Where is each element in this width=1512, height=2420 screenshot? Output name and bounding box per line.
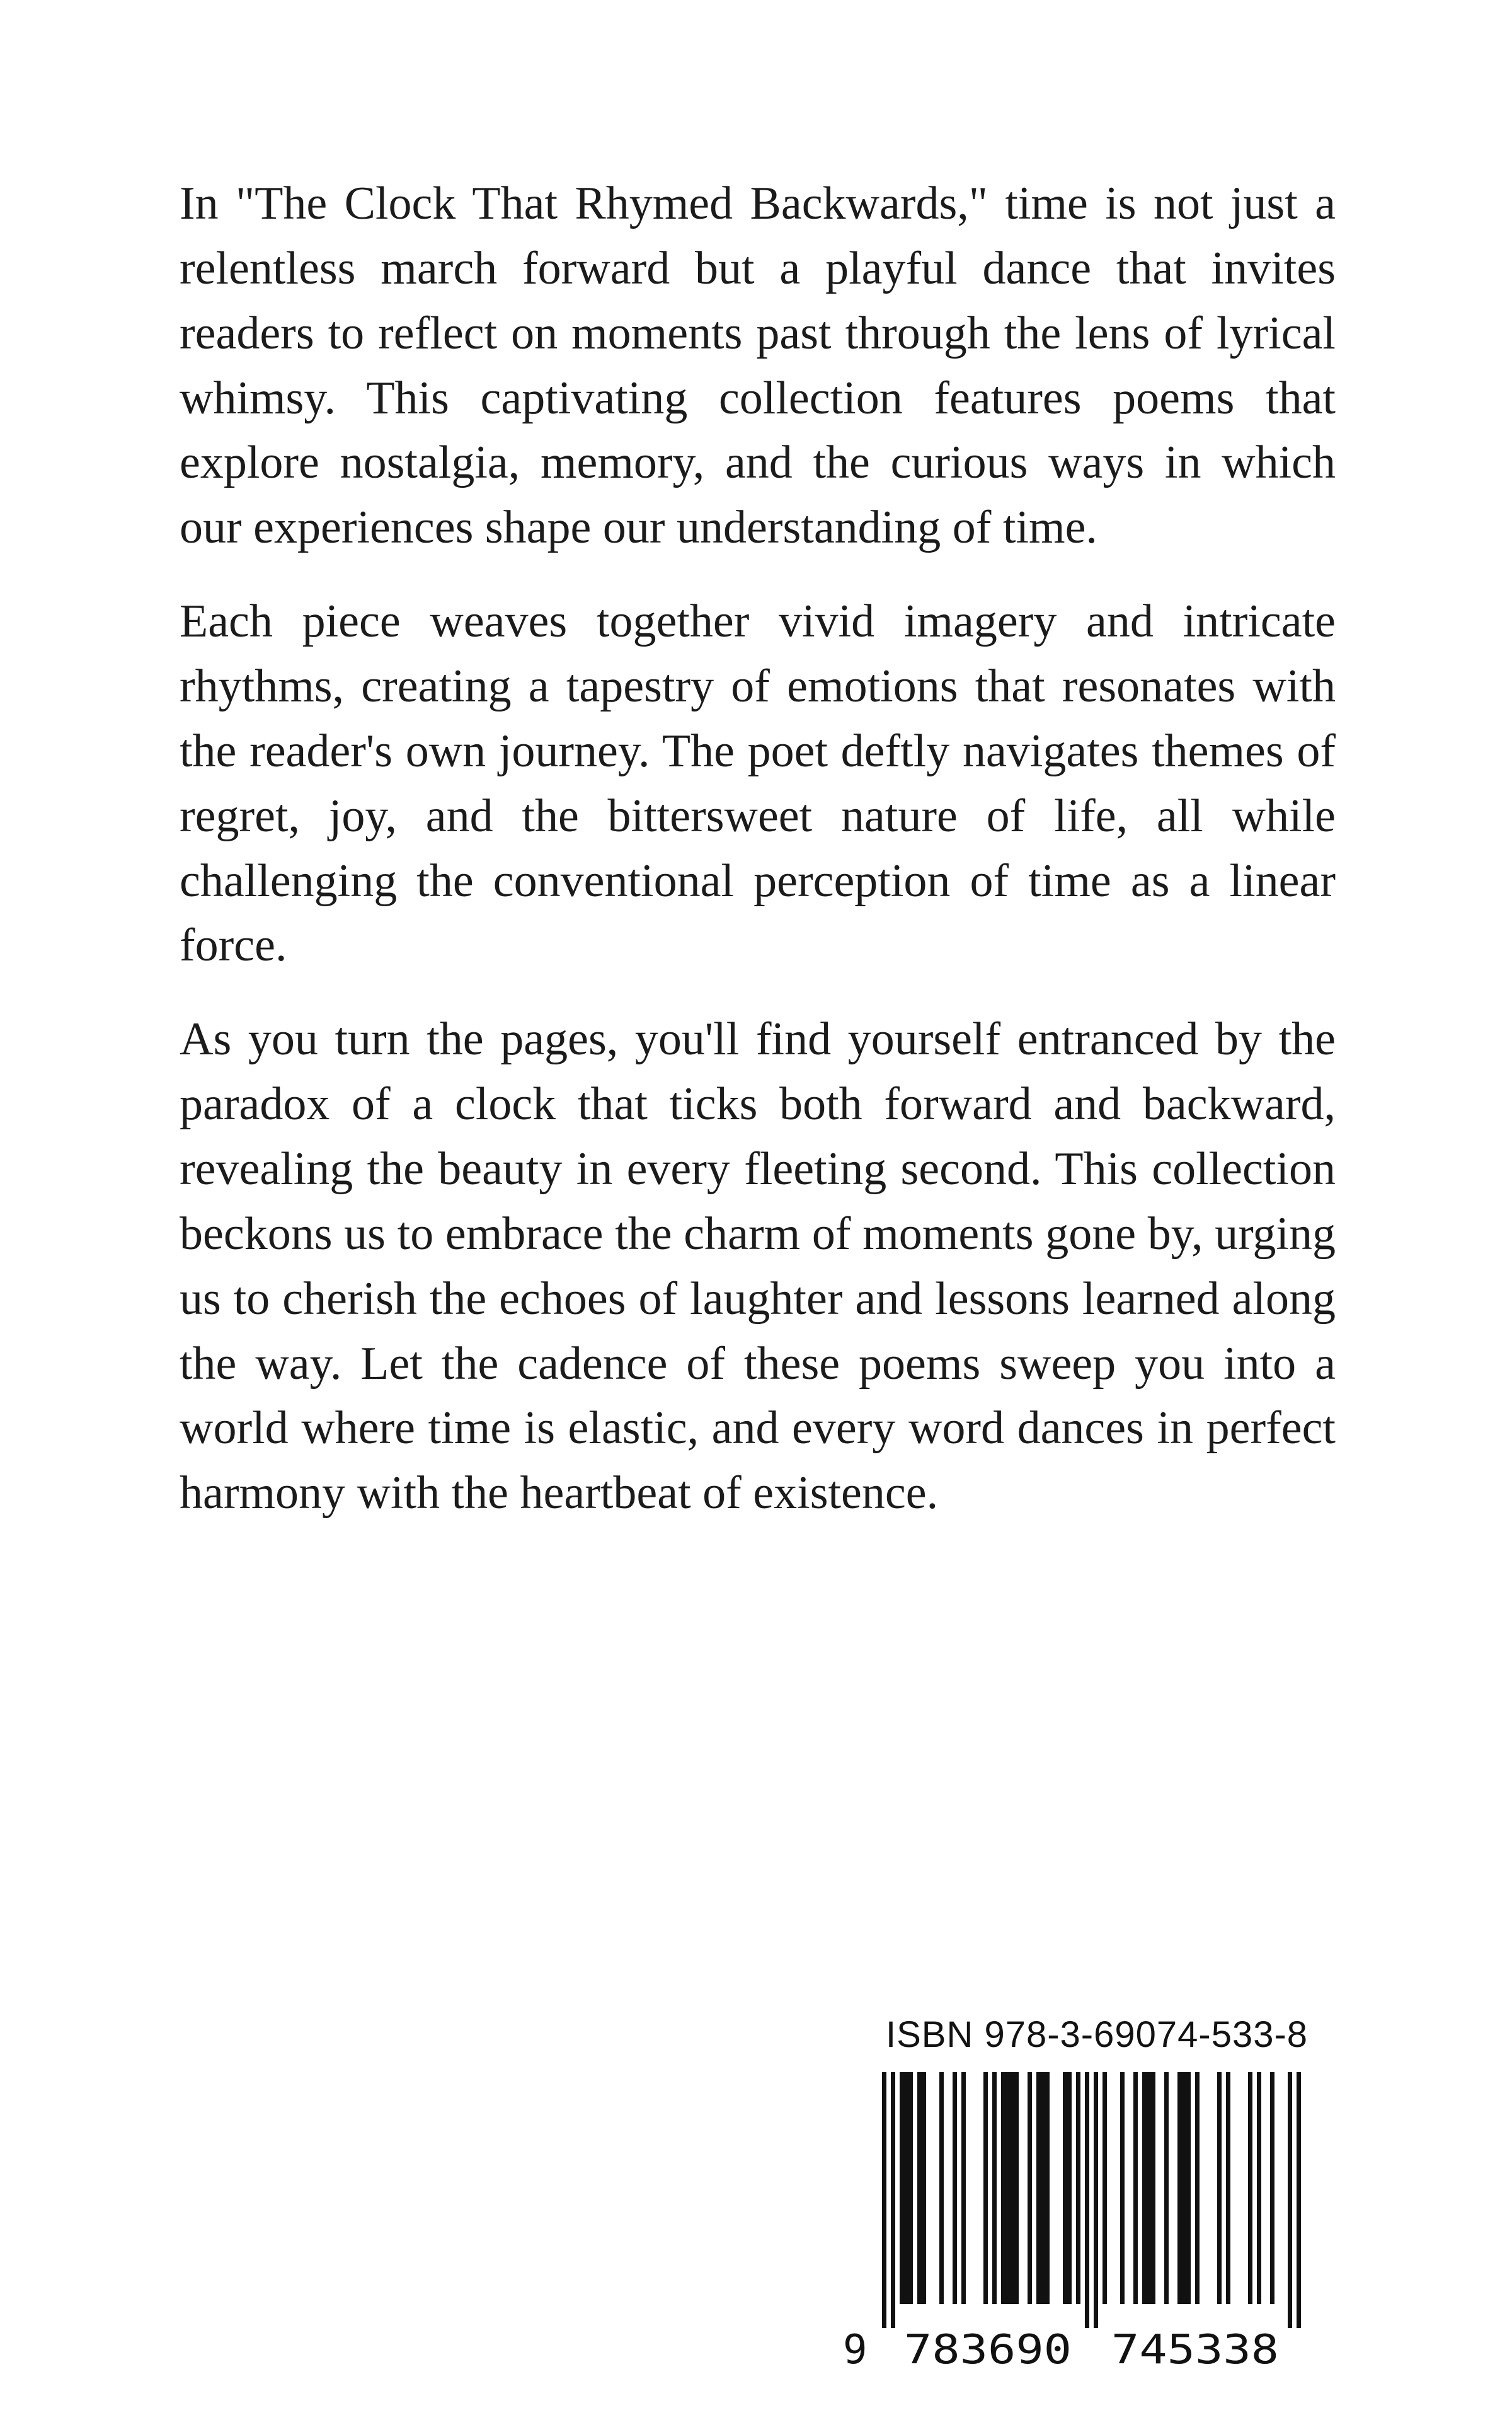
paragraph-1: In "The Clock That Rhymed Backwards," time is not just a relentless march forward but a playful dance that invites readers to reflect on moments past through the lens of lyrical whimsy. This captivating collection features poems that explore nostalgia, memory, and the curious ways in which our experiences shape our understanding of time. — [180, 178, 1336, 554]
back-cover-text — [180, 171, 1336, 1555]
paragraph-2: Each piece weaves together vivid imagery and intricate rhythms, creating a tapestry of emotions that resonates with the reader's own journey. The poet deftly navigates themes of regret, joy, and the bittersweet nature of life, all while challenging the conventional perception of time as a linear force. — [180, 596, 1336, 972]
isbn-block — [838, 2014, 1312, 2375]
isbn-label: ISBN 978-3-69074-533-8 — [885, 2014, 1309, 2055]
paragraph-3: As you turn the pages, you'll find yourself entranced by the paradox of a clock that ticks both forward and backward, revealing the beauty in every fleeting second. This collection beckons us to embrace the charm of moments gone by, urging us to cherish the echoes of laughter and lessons learned along the way. Let the cadence of these poems sweep you into a world where time is elastic, and every word dances in perfect harmony with the heartbeat of existence. — [180, 1013, 1336, 1519]
svg-text:783690: 783690 — [904, 2327, 1072, 2373]
svg-text:745338: 745338 — [1111, 2327, 1279, 2373]
svg-text:9: 9 — [843, 2327, 868, 2373]
ean13-barcode — [838, 2072, 1312, 2375]
